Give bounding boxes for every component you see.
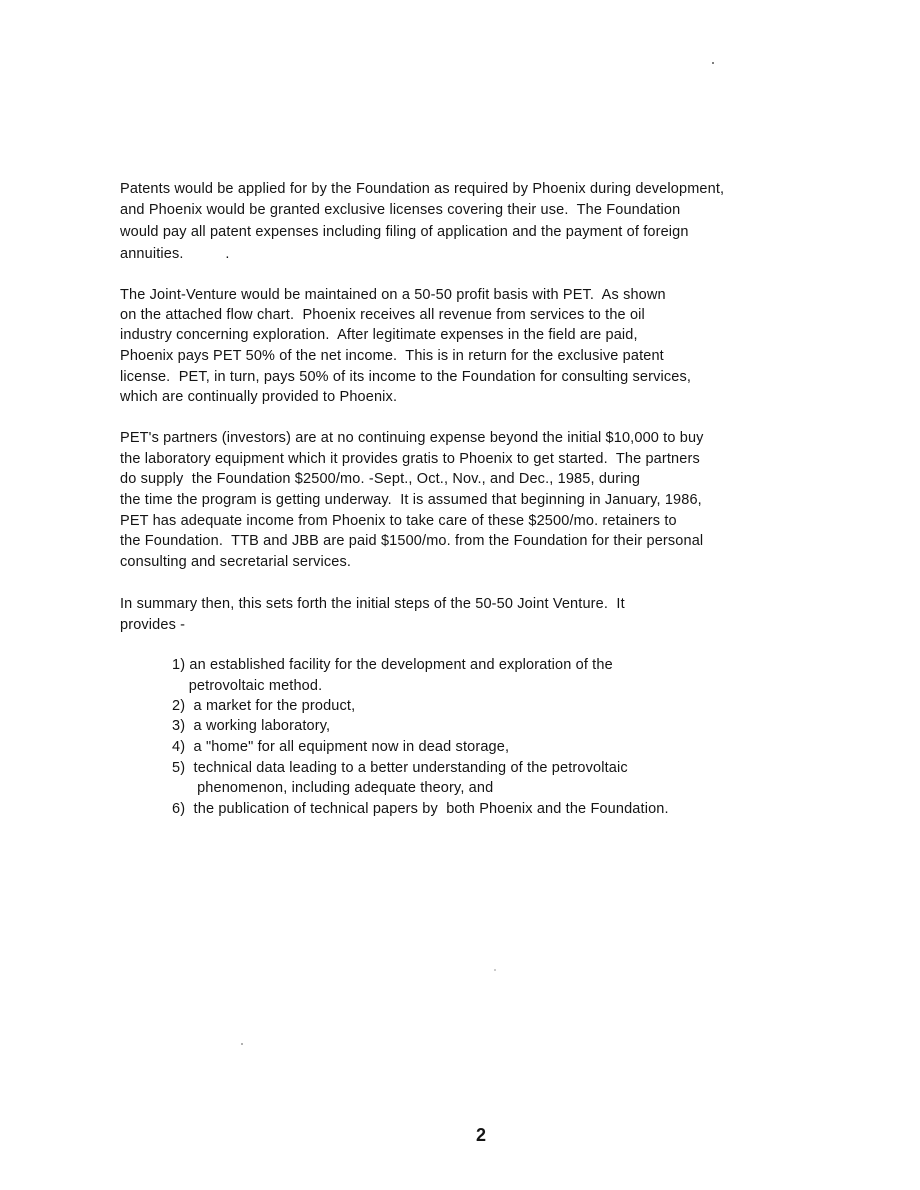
- text-line: Phoenix pays PET 50% of the net income. This is in return for the exclusive patent: [120, 348, 664, 364]
- text-line: and Phoenix would be granted exclusive licenses covering their use. The Foundation: [120, 202, 681, 218]
- list-item: 4) a "home" for all equipment now in dead storage,: [172, 739, 510, 755]
- scan-speck: [241, 1043, 243, 1045]
- scan-speck: [494, 969, 496, 971]
- text-line: the time the program is getting underway. It is assumed that beginning in January, 1986,: [120, 492, 702, 508]
- text-line: the laboratory equipment which it provides gratis to Phoenix to get started. The partners: [120, 451, 700, 467]
- text-line: industry concerning exploration. After legitimate expenses in the field are paid,: [120, 327, 638, 343]
- text-line: on the attached flow chart. Phoenix receives all revenue from services to the oil: [120, 307, 645, 323]
- text-line: In summary then, this sets forth the initial steps of the 50-50 Joint Venture. It: [120, 596, 625, 612]
- text-line: which are continually provided to Phoenix.: [120, 389, 398, 405]
- text-line: PET's partners (investors) are at no continuing expense beyond the initial $10,000 to buy: [120, 430, 704, 446]
- text-line: annuities. .: [120, 246, 230, 262]
- text-line: do supply the Foundation $2500/mo. -Sept., Oct., Nov., and Dec., 1985, during: [120, 471, 641, 487]
- scan-speck: [712, 62, 714, 64]
- text-line: Patents would be applied for by the Foundation as required by Phoenix during development,: [120, 181, 725, 197]
- text-line: PET has adequate income from Phoenix to take care of these $2500/mo. retainers to: [120, 513, 677, 529]
- list-item: 1) an established facility for the development and exploration of the: [172, 657, 613, 673]
- text-line: would pay all patent expenses including filing of application and the payment of foreign: [120, 224, 689, 240]
- list-item-continuation: phenomenon, including adequate theory, and: [172, 780, 494, 796]
- list-item: 5) technical data leading to a better understanding of the petrovoltaic: [172, 760, 628, 776]
- list-item-continuation: petrovoltaic method.: [172, 678, 323, 694]
- list-item: 3) a working laboratory,: [172, 718, 331, 734]
- text-line: consulting and secretarial services.: [120, 554, 352, 570]
- text-line: license. PET, in turn, pays 50% of its income to the Foundation for consulting services,: [120, 369, 692, 385]
- page-number: 2: [476, 1125, 487, 1145]
- text-line: the Foundation. TTB and JBB are paid $1500/mo. from the Foundation for their personal: [120, 533, 704, 549]
- list-item: 2) a market for the product,: [172, 698, 356, 714]
- list-item: 6) the publication of technical papers by both Phoenix and the Foundation.: [172, 801, 669, 817]
- text-line: The Joint-Venture would be maintained on a 50-50 profit basis with PET. As shown: [120, 287, 666, 303]
- text-line: provides -: [120, 617, 186, 633]
